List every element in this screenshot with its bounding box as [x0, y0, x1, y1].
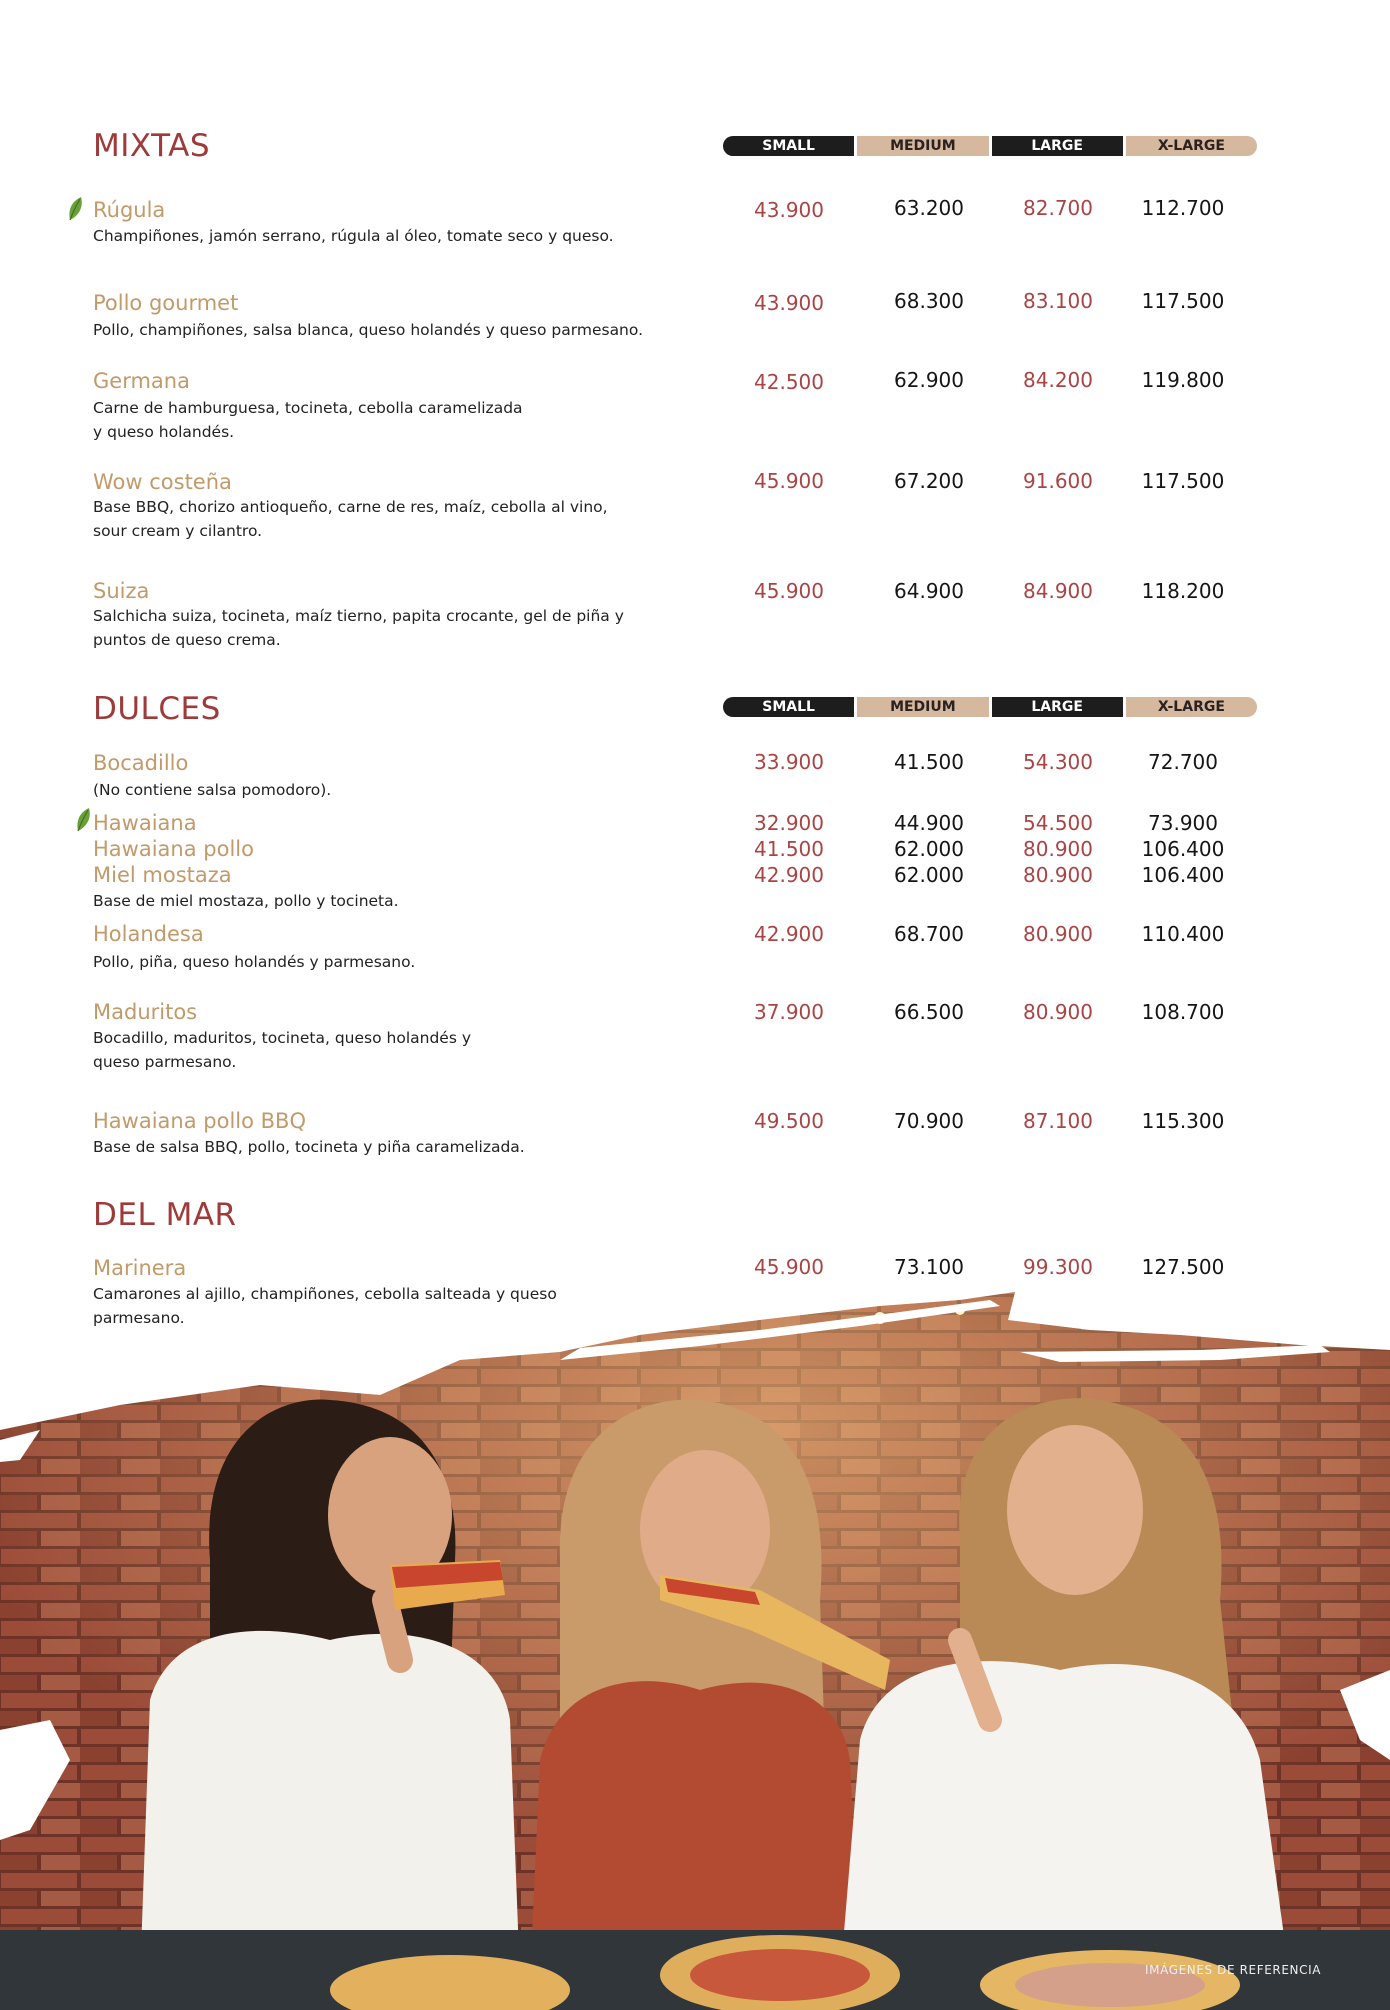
price-large: 84.200	[1023, 368, 1093, 392]
menu-item-name: Miel mostaza	[93, 863, 232, 887]
price-medium: 41.500	[894, 750, 964, 774]
menu-item-name: Suiza	[93, 579, 150, 603]
price-large: 83.100	[1023, 289, 1093, 313]
size-label-small: SMALL	[723, 697, 854, 717]
size-label-medium: MEDIUM	[857, 136, 988, 156]
price-medium: 66.500	[894, 1000, 964, 1024]
reference-images-caption: IMÁGENES DE REFERENCIA	[1145, 1963, 1322, 1977]
price-large: 54.500	[1023, 811, 1093, 835]
section-title-dulces: DULCES	[93, 691, 221, 727]
price-xlarge: 108.700	[1141, 1000, 1225, 1024]
menu-item-desc-line: Camarones al ajillo, champiñones, cebolla salteada y queso	[93, 1285, 557, 1303]
price-large: 80.900	[1023, 863, 1093, 887]
price-large: 87.100	[1023, 1109, 1093, 1133]
price-xlarge: 106.400	[1141, 863, 1225, 887]
menu-item-name: Hawaiana	[93, 811, 197, 835]
price-large: 80.900	[1023, 1000, 1093, 1024]
price-medium: 68.300	[894, 289, 964, 313]
menu-item-desc-line: Bocadillo, maduritos, tocineta, queso holandés y	[93, 1029, 472, 1047]
menu-item-desc: Pollo, piña, queso holandés y parmesano.	[93, 953, 416, 971]
menu-item-desc-line: Base BBQ, chorizo antioqueño, carne de res, maíz, cebolla al vino,	[93, 498, 608, 516]
price-small: 42.900	[754, 863, 824, 887]
price-small: 43.900	[754, 291, 824, 315]
section-title-mixtas: MIXTAS	[93, 128, 210, 164]
size-label-medium: MEDIUM	[857, 697, 988, 717]
price-small: 37.900	[754, 1000, 824, 1024]
size-label-large: LARGE	[992, 136, 1123, 156]
price-medium: 62.000	[894, 863, 964, 887]
menu-item-name: Maduritos	[93, 1000, 198, 1024]
price-xlarge: 73.900	[1148, 811, 1218, 835]
price-large: 54.300	[1023, 750, 1093, 774]
price-small: 49.500	[754, 1109, 824, 1133]
price-medium: 64.900	[894, 579, 964, 603]
price-small: 41.500	[754, 837, 824, 861]
size-label-xlarge: X-LARGE	[1126, 697, 1257, 717]
price-small: 45.900	[754, 469, 824, 493]
price-medium: 62.000	[894, 837, 964, 861]
menu-item-name: Hawaiana pollo BBQ	[93, 1109, 306, 1133]
menu-item-name: Pollo gourmet	[93, 291, 239, 315]
menu-item-desc-line: sour cream y cilantro.	[93, 522, 263, 540]
menu-item-name: Rúgula	[93, 198, 166, 222]
menu-item-desc: Pollo, champiñones, salsa blanca, queso holandés y queso parmesano.	[93, 321, 644, 339]
menu-item-desc-line: Carne de hamburguesa, tocineta, cebolla caramelizada	[93, 399, 523, 417]
menu-item-name: Bocadillo	[93, 751, 189, 775]
size-label-xlarge: X-LARGE	[1126, 136, 1257, 156]
price-small: 32.900	[754, 811, 824, 835]
menu-item-name: Marinera	[93, 1256, 187, 1280]
price-medium: 44.900	[894, 811, 964, 835]
price-small: 45.900	[754, 579, 824, 603]
price-xlarge: 72.700	[1148, 750, 1218, 774]
price-xlarge: 112.700	[1141, 196, 1225, 220]
menu-item-desc-line: parmesano.	[93, 1309, 185, 1327]
menu-item-desc-line: y queso holandés.	[93, 423, 235, 441]
price-small: 33.900	[754, 750, 824, 774]
size-label-small: SMALL	[723, 136, 854, 156]
price-medium: 63.200	[894, 196, 964, 220]
price-small: 42.900	[754, 922, 824, 946]
price-xlarge: 115.300	[1141, 1109, 1225, 1133]
menu-item-desc-line: Salchicha suiza, tocineta, maíz tierno, papita crocante, gel de piña y	[93, 607, 624, 625]
price-large: 91.600	[1023, 469, 1093, 493]
menu-item-desc: Base de salsa BBQ, pollo, tocineta y piña caramelizada.	[93, 1138, 525, 1156]
price-small: 45.900	[754, 1255, 824, 1279]
menu-item-desc-line: puntos de queso crema.	[93, 631, 281, 649]
price-medium: 62.900	[894, 368, 964, 392]
menu-item-desc: Champiñones, jamón serrano, rúgula al óleo, tomate seco y queso.	[93, 227, 614, 245]
price-xlarge: 106.400	[1141, 837, 1225, 861]
price-medium: 67.200	[894, 469, 964, 493]
price-xlarge: 127.500	[1141, 1255, 1225, 1279]
price-xlarge: 119.800	[1141, 368, 1225, 392]
price-medium: 73.100	[894, 1255, 964, 1279]
price-large: 99.300	[1023, 1255, 1093, 1279]
menu-item-name: Hawaiana pollo	[93, 837, 254, 861]
price-medium: 70.900	[894, 1109, 964, 1133]
menu-item-desc-line: queso parmesano.	[93, 1053, 237, 1071]
price-large: 82.700	[1023, 196, 1093, 220]
menu-item-name: Germana	[93, 369, 190, 393]
size-label-large: LARGE	[992, 697, 1123, 717]
price-medium: 68.700	[894, 922, 964, 946]
menu-item-desc: Base de miel mostaza, pollo y tocineta.	[93, 892, 399, 910]
price-xlarge: 118.200	[1141, 579, 1225, 603]
section-title-del-mar: DEL MAR	[93, 1197, 237, 1233]
price-small: 43.900	[754, 198, 824, 222]
price-large: 80.900	[1023, 922, 1093, 946]
menu-item-name: Wow costeña	[93, 470, 232, 494]
price-large: 84.900	[1023, 579, 1093, 603]
price-small: 42.500	[754, 370, 824, 394]
price-xlarge: 117.500	[1141, 469, 1225, 493]
price-xlarge: 110.400	[1141, 922, 1225, 946]
price-large: 80.900	[1023, 837, 1093, 861]
price-xlarge: 117.500	[1141, 289, 1225, 313]
menu-item-desc: (No contiene salsa pomodoro).	[93, 781, 332, 799]
menu-item-name: Holandesa	[93, 922, 204, 946]
